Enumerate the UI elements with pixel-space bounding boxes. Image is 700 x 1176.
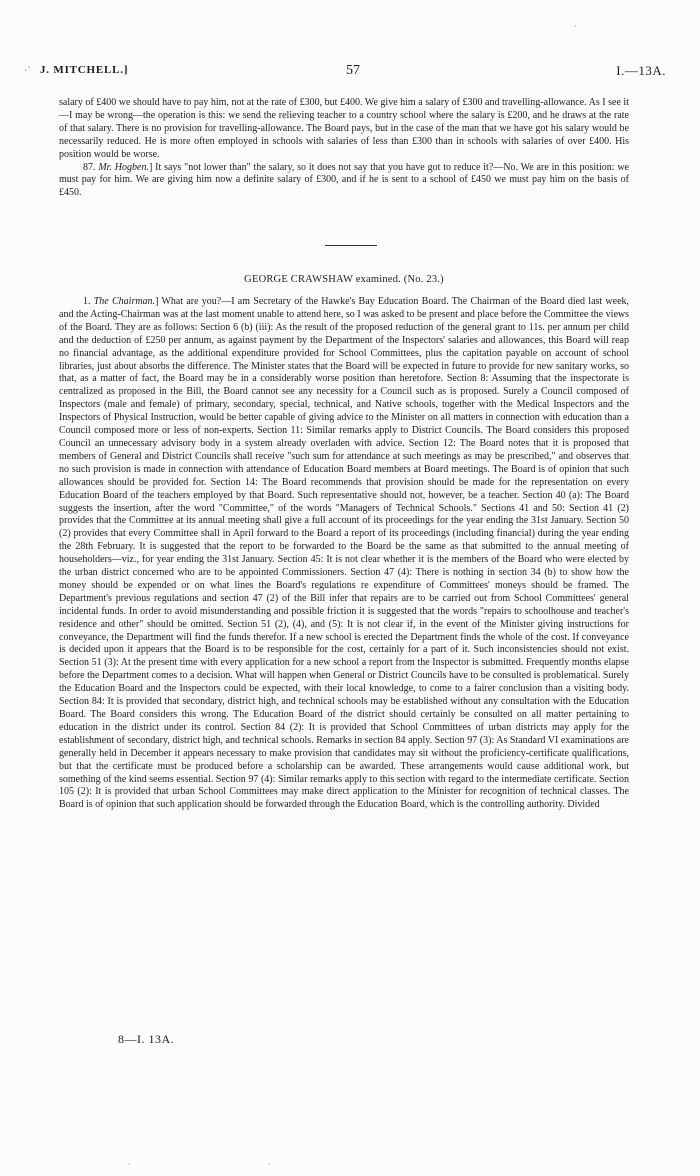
testimony-text bbox=[59, 296, 629, 812]
question-number: 1. bbox=[83, 296, 91, 307]
section-divider bbox=[325, 245, 377, 246]
question-87 bbox=[59, 162, 629, 201]
question-text: ] It says "not lower than" the salary, so it does not say that you have got to reduce it?—No. We are in this position: we must pay for him. We are giving him now a definite salary of £300, and if he is sent to a school of £450 we must pay him on the basis of £450. bbox=[59, 161, 629, 199]
question-text: ] What are you?—I am Secretary of the Hawke's Bay Education Board. The Chairman of the Board died last week, and the Acting-Chairman was at the last moment unable to attend here, so I was asked to be present and place before the Committee the views of the Board. They are as follows: Section 6 (b) (iii): As the result of the proposed reduction of the general grant to 11s. per annum per child and the deduction of £250 per annum, as against payment by the Department of the Inspectors' salaries and allowances, this Board will reap no financial advantage, as the additional expenditure provided for School Committees, plus the capitation payable on account of school libraries, just about absorbs the difference. The Minister states that the Board will be expected in future to provide for new sanitary works, so that, as a matter of fact, the Board may be in a considerably worse position than heretofore. Section 8: Assuming that the inspectorate is centralized as proposed in the Bill, the Board cannot see any necessity for a Council such as is proposed. Surely a Council composed of Inspectors (male and female) of primary, secondary, special, technical, and Native schools, together with the Medical Inspectors and the Inspectors of Physical Instruction, would be better capable of giving advice to the Minister on all matters in connection with education than a Council composed more or less of non-experts. Section 11: Similar remarks apply to District Councils. The Board considers this proposed Council an unnecessary advisory body in a system already overladen with advice. Section 12: The Board notes that it is proposed that members of General and District Councils shall receive "such sum for attendance at such meetings as may be prescribed," and observes that no such provision is made in connection with attendance of Education Board members at Board meetings. The Board is of opinion that such allowances should be provided for. Section 14: The Board recommends that provision should be made for the representation on every Education Board of the teachers employed by that Board. Such representative should not, however, be a teacher. Section 40 (a): The Board suggests the insertion, after the word "Committee," of the words "Managers of Technical Schools." Sections 41 and 50: Section 41 (2) provides that the Committee at its annual meeting shall give a full account of its proceedings for the year ending the 31st January. Section 50 (2) provides that every Committee shall in April forward to the Board a report of its proceedings (including financial) during the year ending the 28th February. It is suggested that the report to be forwarded to the Board be the same as that submitted to the annual meeting of householders—viz., for year ending the 31st January. Section 45: It is not clear whether it is the members of the Board who were elected by the urban district concerned who are to be appointed Commissioners. Section 47 (4): There is nothing in section 34 (b) to show how the money should be expended or on what lines the Board's regulations re expenditure of Committees' moneys should be framed. The Department's previous regulations and section 47 (2) of the Bill infer that repairs are to be carried out from School Committees' general incidental funds. In order to avoid misunderstanding and possible friction it is suggested that the words "repairs to schoolhouse and teacher's residence and other" should be omitted. Section 51 (2), (4), and (5): It is not clear if, in the event of the Minister giving instructions for conveyance, the Department will find the funds therefor. If a new school is erected the Department finds the whole of the cost. If conveyance is decided upon it appears that the Board is to be responsible for the cost, certainly for a part of it. Such inconsistencies should not exist. Section 51 (3): At the present time with every application for a new school a report from the Inspector is submitted. Frequently months elapse before the Department comes to a decision. What will happen when General or District Councils have to be consulted is problematical. Surely the Education Board and the Inspectors could be expected, with their local knowledge, to come to a fairer conclusion than a visiting body. Section 84: It is provided that secondary, district high, and technical schools may be established without any consultation with the Education Board. The Board considers this wrong. The Education Board of the district should certainly be consulted on all matter pertaining to education in the district under its control. Section 84 (2): It is provided that School Committees of urban districts may apply for the establishment of secondary, district high, and technical schools. Remarks in section 84 apply. Section 97 (3): As Standard VI examinations are generally held in December it appears necessary to make provision that candidates may sit without the proficiency-certificate qualifications, but that the certificate must be produced before a scholarship can be awarded. These arrangements would cause additional work, but something of the kind seems essential. Section 97 (4): Similar remarks apply to this section with regard to the intermediate certificate. Section 105 (2): It is provided that urban School Committees may make direct application to the Minister for recognition of technical classes. The Board is of opinion that such application should be forwarded through the Education Board, which is the controlling authority. Divided bbox=[59, 296, 630, 811]
scan-speck: · bbox=[574, 22, 577, 31]
header-left: J. MITCHELL.] bbox=[40, 64, 129, 76]
page-number: 57 bbox=[346, 63, 360, 78]
paragraph-continuation: salary of £400 we should have to pay him, not at the rate of £300, but £400. We give him a salary of £300 and travelling-allowance. As I see it—I may be wrong—the operation is this: we send the relieving teacher to a country school where the salary is £200, and he draws at the rate of that salary. There is no provision for travelling-allowance. The Board pays, but in the case of the man that we have got his salary would be necessarily reduced. He is more often employed in schools with salaries of less than £300 than in schools with salaries of over £400. His position would be worse. bbox=[59, 97, 629, 160]
scan-speck: · bbox=[128, 1160, 131, 1169]
continuation-text bbox=[59, 97, 629, 200]
scan-speck: · bbox=[268, 1160, 271, 1169]
header-right: I.—13A. bbox=[616, 63, 666, 78]
speaker-name: The Chairman. bbox=[93, 296, 156, 307]
section-title: GEORGE CRAWSHAW examined. (No. 23.) bbox=[244, 274, 444, 285]
question-1 bbox=[59, 296, 629, 812]
signature-mark: 8—I. 13A. bbox=[118, 1032, 175, 1046]
running-header bbox=[40, 64, 666, 80]
scan-mark: ·´ bbox=[24, 66, 31, 77]
question-number: 87. bbox=[83, 161, 96, 173]
speaker-name: Mr. Hogben. bbox=[98, 161, 149, 173]
